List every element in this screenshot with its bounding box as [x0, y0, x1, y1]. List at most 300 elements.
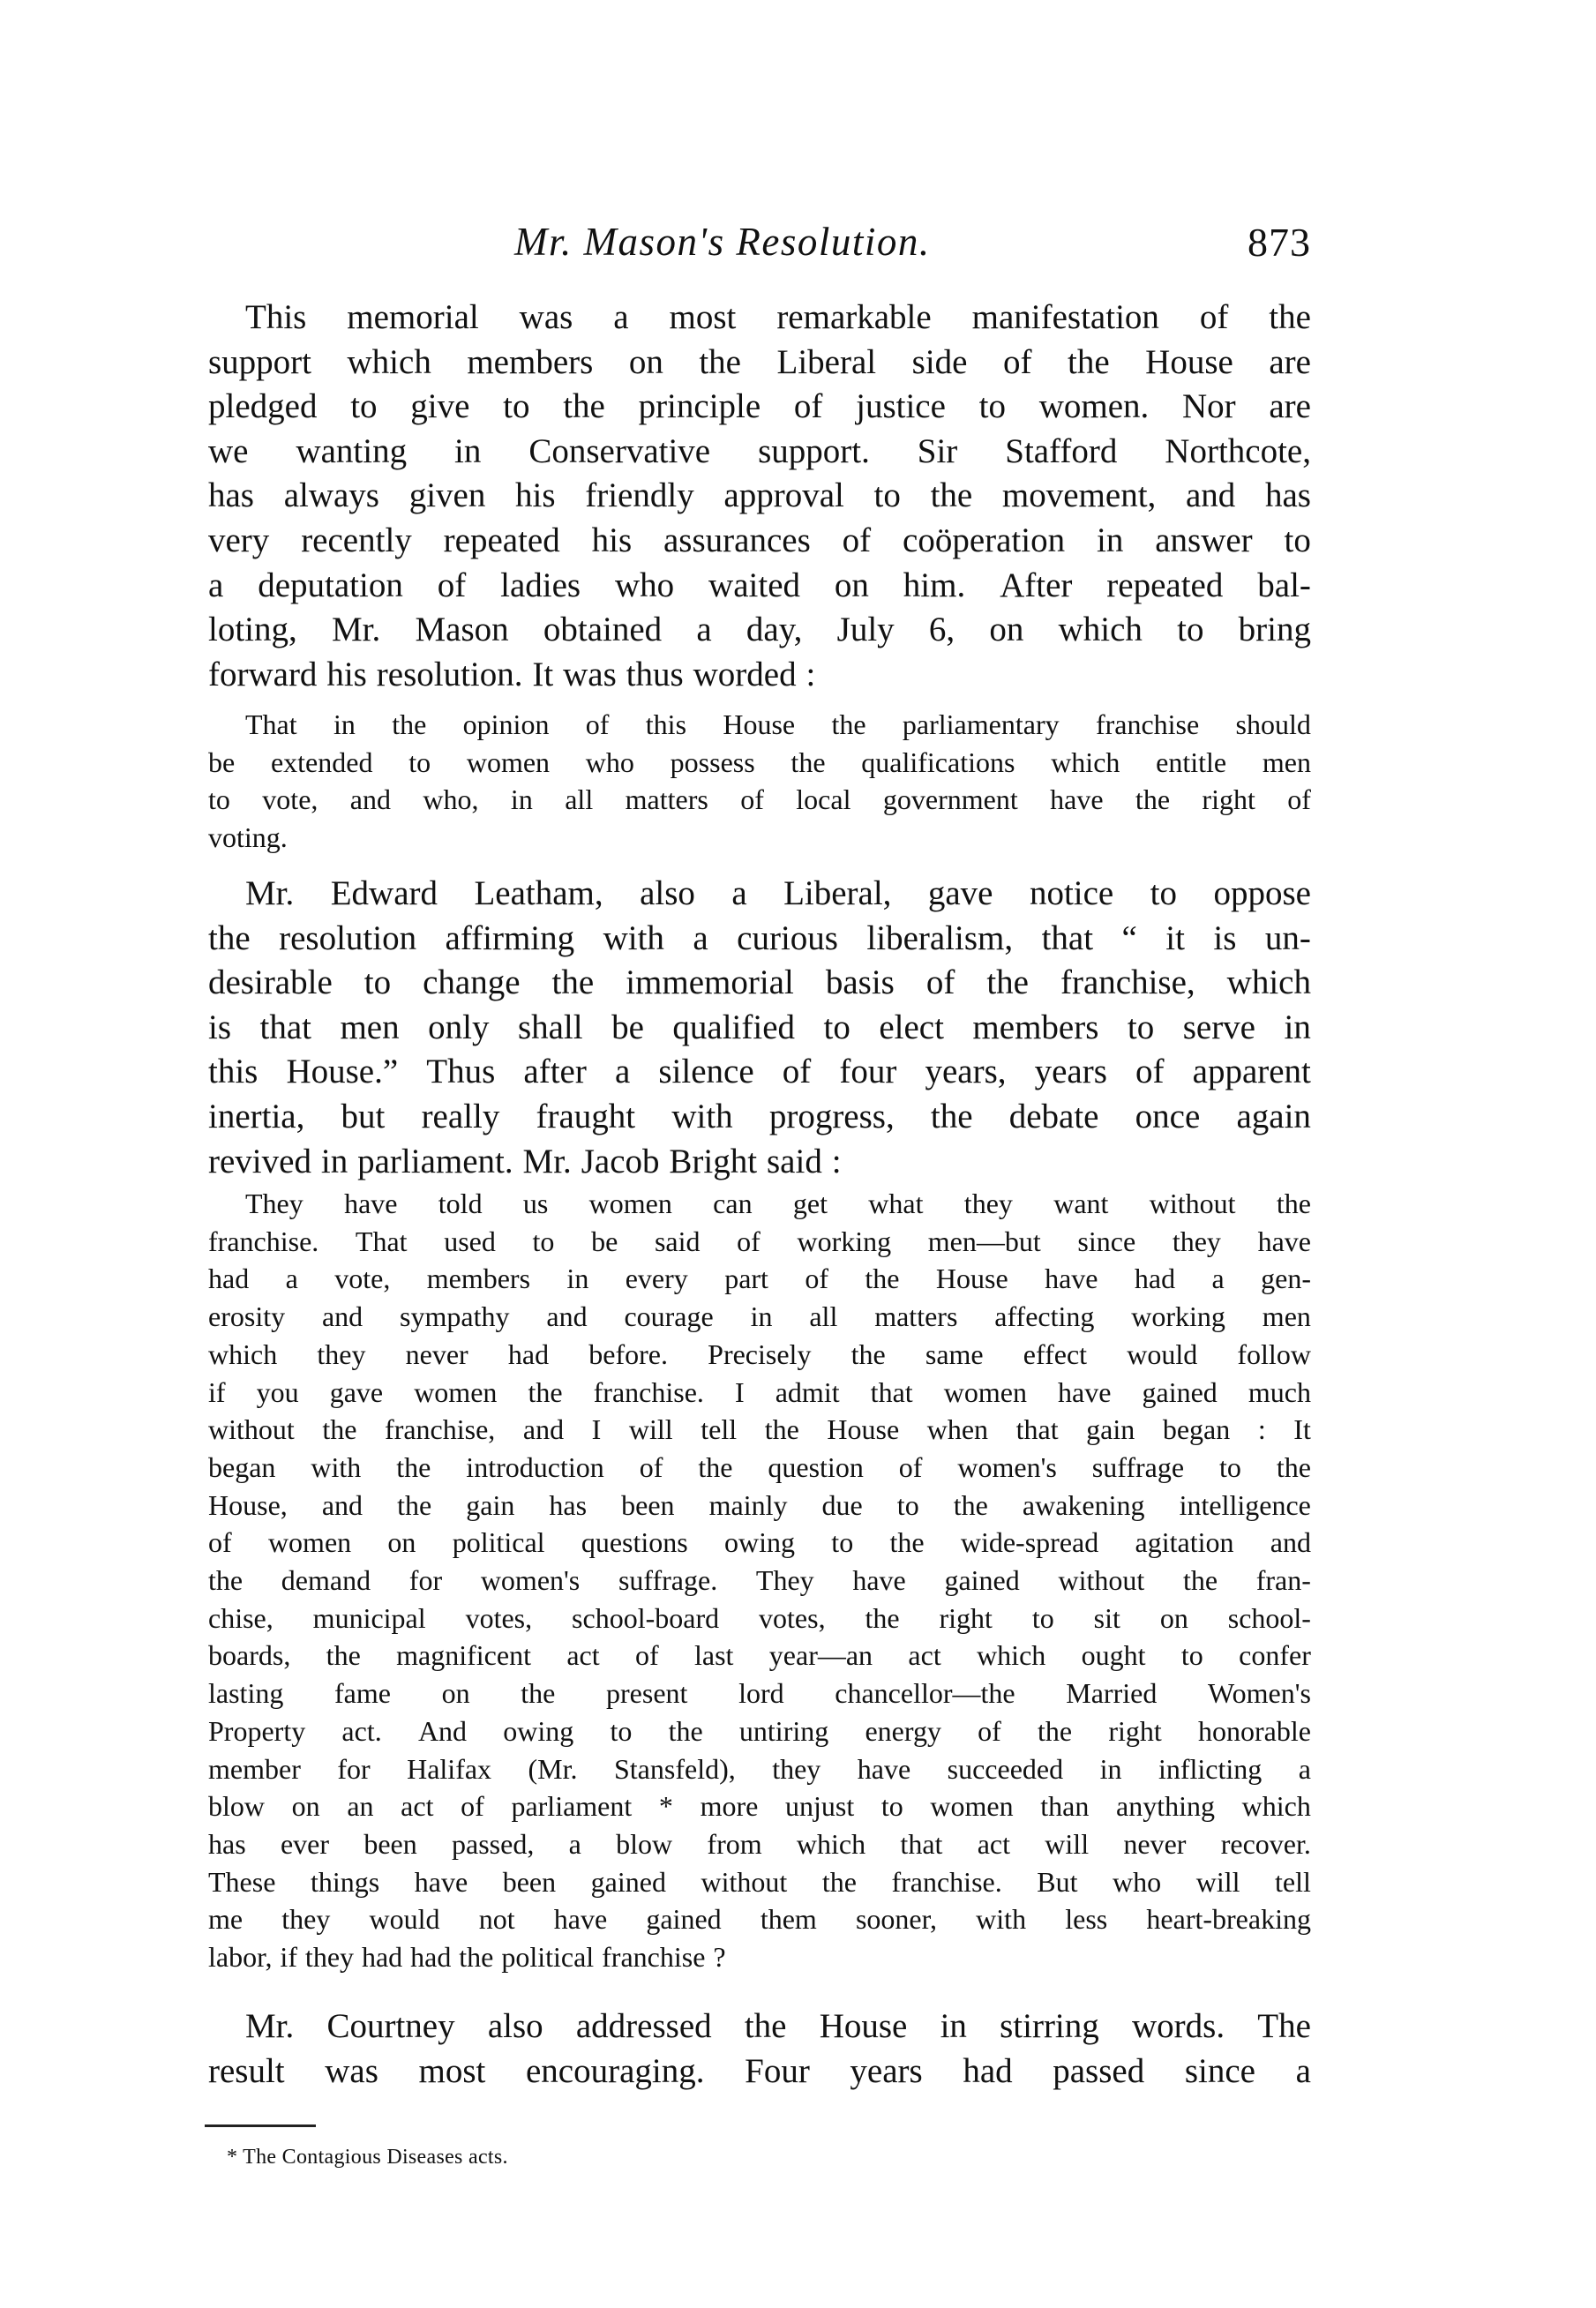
- paragraph-leatham: [208, 872, 1311, 1184]
- word: of: [585, 708, 610, 740]
- text-line: [208, 1095, 1311, 1140]
- word: will: [628, 1413, 673, 1446]
- word: with: [976, 1903, 1027, 1936]
- word: Liberal: [776, 342, 877, 381]
- word: vote,: [334, 1263, 391, 1295]
- word: very: [208, 521, 270, 559]
- text-line: [208, 430, 1311, 475]
- word: the: [986, 963, 1029, 1002]
- word: effect: [1023, 1338, 1088, 1370]
- word: act: [908, 1639, 941, 1672]
- word: said: [767, 1142, 822, 1180]
- word: owing: [724, 1526, 796, 1559]
- word: working: [1131, 1300, 1225, 1333]
- word: of: [793, 387, 823, 426]
- word: sit: [1093, 1601, 1120, 1634]
- blockquote-jacob-bright: [208, 1185, 1311, 1976]
- word: heart-breaking: [1146, 1903, 1311, 1936]
- word: manifestation: [971, 298, 1159, 336]
- word: most: [418, 2051, 486, 2090]
- word: opinion: [462, 708, 550, 740]
- word: and: [349, 783, 391, 816]
- text-line: [208, 2049, 1311, 2094]
- word: a: [1211, 1263, 1225, 1295]
- word: the: [1182, 1564, 1218, 1597]
- word: approval: [723, 476, 844, 515]
- word: members: [426, 1263, 531, 1295]
- word: political: [501, 1941, 595, 1974]
- word: since: [1184, 2051, 1255, 2090]
- word: to: [1150, 874, 1178, 912]
- word: have: [1058, 1375, 1112, 1408]
- text-line: [208, 1825, 1311, 1863]
- word: which: [796, 1827, 866, 1860]
- text-line: [208, 1260, 1311, 1298]
- text-line: [208, 744, 1311, 782]
- word: immemorial: [626, 963, 794, 1002]
- word: municipal: [312, 1601, 426, 1634]
- word: recover.: [1220, 1827, 1311, 1860]
- word: to: [1219, 1450, 1241, 1483]
- word: what: [868, 1188, 924, 1219]
- word: the: [668, 1714, 703, 1747]
- text-line: [208, 474, 1311, 519]
- word: parliament: [511, 1790, 633, 1823]
- word: they: [772, 1752, 821, 1785]
- word: have: [1045, 1263, 1098, 1295]
- word: since: [1077, 1225, 1136, 1257]
- word: have: [553, 1903, 608, 1936]
- word: a: [1295, 2051, 1311, 2090]
- word: they: [1172, 1225, 1221, 1257]
- word: most: [669, 298, 737, 336]
- word: has: [549, 1488, 588, 1521]
- word: boards,: [208, 1639, 291, 1672]
- word: which: [1051, 746, 1120, 778]
- word: the: [528, 1375, 563, 1408]
- word: blow: [208, 1790, 265, 1823]
- word: act: [977, 1827, 1010, 1860]
- word: qualifications: [861, 746, 1015, 778]
- word: right: [1108, 1714, 1162, 1747]
- running-title: Mr. Mason's Resolution.: [514, 220, 931, 264]
- word: only: [428, 1008, 490, 1046]
- word: the: [850, 1338, 886, 1370]
- word: words.: [1131, 2007, 1225, 2045]
- word: shall: [517, 1008, 583, 1046]
- word: been: [502, 1865, 557, 1898]
- word: have: [857, 1752, 911, 1785]
- word: the: [563, 387, 605, 426]
- word: was: [325, 2051, 378, 2090]
- word: remarkable: [776, 298, 932, 336]
- word: local: [796, 783, 851, 816]
- word: on: [628, 342, 663, 381]
- word: introduction: [466, 1450, 604, 1483]
- word: gave: [927, 874, 993, 912]
- word: women: [466, 746, 551, 778]
- word: franchise,: [385, 1413, 496, 1446]
- word: to: [1031, 1601, 1054, 1634]
- word: wide-spread: [960, 1526, 1099, 1559]
- word: of: [208, 1526, 232, 1559]
- word: passed: [1053, 2051, 1145, 2090]
- word: the: [208, 1564, 244, 1597]
- word: began: [1162, 1413, 1231, 1446]
- word: entitle: [1156, 746, 1227, 778]
- word: But: [1037, 1865, 1078, 1898]
- word: will: [1045, 1827, 1090, 1860]
- word: once: [1135, 1097, 1201, 1135]
- word: get: [792, 1188, 828, 1219]
- word: parliament.: [357, 1142, 513, 1180]
- word: ever: [280, 1827, 330, 1860]
- word: a: [568, 1827, 581, 1860]
- word: used: [444, 1225, 496, 1257]
- word: his: [326, 655, 367, 693]
- word: gained: [944, 1564, 1020, 1597]
- word: to: [503, 387, 530, 426]
- word: last: [693, 1639, 734, 1672]
- word: and: [546, 1300, 588, 1333]
- word: of: [805, 1263, 828, 1295]
- text-line: [208, 1938, 1311, 1976]
- text-line: [208, 519, 1311, 564]
- word: the: [1068, 342, 1110, 381]
- word: on: [1159, 1601, 1188, 1634]
- word: be: [611, 1008, 644, 1046]
- word: suffrage: [1091, 1450, 1185, 1483]
- word: Mr.: [245, 2007, 295, 2045]
- word: a: [613, 298, 629, 336]
- word: of: [842, 521, 872, 559]
- word: vote,: [262, 783, 318, 816]
- word: in: [510, 783, 533, 816]
- word: was: [519, 298, 573, 336]
- word: waited: [708, 566, 801, 604]
- word: erosity: [208, 1300, 286, 1333]
- word: to: [978, 387, 1006, 426]
- word: in: [1099, 1752, 1122, 1785]
- word: the: [1276, 1450, 1311, 1483]
- word: gain: [466, 1488, 515, 1521]
- word: women: [267, 1526, 352, 1559]
- word: chancellor—the: [835, 1677, 1015, 1710]
- word: without: [1058, 1564, 1145, 1597]
- word: That: [245, 708, 297, 740]
- word: the: [821, 1865, 857, 1898]
- word: have: [344, 1188, 398, 1219]
- word: ought: [1081, 1639, 1146, 1672]
- word: oppose: [1213, 874, 1311, 912]
- word: women's: [480, 1564, 581, 1597]
- word: demand: [281, 1564, 371, 1597]
- word: of: [1135, 1053, 1165, 1091]
- word: Stafford: [1005, 431, 1118, 470]
- word: a: [696, 611, 712, 649]
- word: years,: [925, 1053, 1007, 1091]
- text-line: [208, 1449, 1311, 1487]
- word: Mr.: [245, 874, 295, 912]
- footnote-rule: [205, 2124, 316, 2127]
- word: of: [639, 1450, 663, 1483]
- word: without: [208, 1413, 295, 1446]
- word: repeated: [443, 521, 560, 559]
- paragraph-courtney: [208, 2005, 1311, 2094]
- word: really: [421, 1097, 500, 1135]
- word: years: [850, 2051, 923, 2090]
- word: right: [1202, 783, 1255, 816]
- word: working: [797, 1225, 892, 1257]
- word: after: [523, 1053, 587, 1091]
- word: Edward: [330, 874, 438, 912]
- word: which: [347, 342, 431, 381]
- word: Leatham,: [474, 874, 603, 912]
- text-line: [208, 961, 1311, 1006]
- word: the: [865, 1601, 900, 1634]
- word: ladies: [500, 566, 581, 604]
- word: Mr.: [522, 1142, 572, 1180]
- word: to: [532, 1225, 555, 1257]
- word: never: [405, 1338, 468, 1370]
- word: extended: [270, 746, 373, 778]
- text-line: [208, 1562, 1311, 1600]
- word: can: [713, 1188, 753, 1219]
- word: obtained: [543, 611, 663, 649]
- word: blow: [616, 1827, 673, 1860]
- word: franchise,: [1060, 963, 1195, 1002]
- word: The: [1257, 2007, 1311, 2045]
- word: not: [478, 1903, 515, 1936]
- word: they: [317, 1338, 366, 1370]
- word: member: [208, 1752, 301, 1785]
- word: affirming: [445, 918, 575, 957]
- word: to: [1180, 1639, 1203, 1672]
- word: follow: [1237, 1338, 1311, 1370]
- word: labor,: [208, 1941, 273, 1974]
- word: They: [755, 1564, 814, 1597]
- word: in: [750, 1300, 773, 1333]
- text-line: [208, 1050, 1311, 1095]
- word: and: [1270, 1526, 1311, 1559]
- word: had: [361, 1941, 403, 1974]
- text-line: [208, 1675, 1311, 1712]
- text-line: [208, 1787, 1311, 1825]
- word: have: [1257, 1225, 1311, 1257]
- word: pledged: [208, 387, 318, 426]
- word: Four: [745, 2051, 810, 2090]
- word: also: [640, 874, 695, 912]
- word: him.: [903, 566, 966, 604]
- word: side: [911, 342, 968, 381]
- word: succeeded: [947, 1752, 1064, 1785]
- word: to: [208, 783, 230, 816]
- word: House: [819, 2007, 908, 2045]
- word: confer: [1239, 1639, 1311, 1672]
- word: that: [900, 1827, 943, 1860]
- word: Thus: [426, 1053, 496, 1091]
- word: Mr.: [331, 611, 381, 649]
- word: this: [208, 1053, 259, 1091]
- word: women: [930, 1790, 1014, 1823]
- word: After: [1000, 566, 1073, 604]
- word: House,: [208, 1488, 288, 1521]
- word: apparent: [1192, 1053, 1311, 1091]
- word: which: [208, 1338, 278, 1370]
- word: we: [208, 431, 249, 470]
- word: (Mr.: [528, 1752, 578, 1785]
- word: was: [563, 655, 617, 693]
- word: gen-: [1261, 1263, 1311, 1295]
- word: Nor: [1182, 387, 1236, 426]
- word: than: [1040, 1790, 1090, 1823]
- word: who: [1113, 1865, 1162, 1898]
- word: the: [865, 1263, 900, 1295]
- word: question: [768, 1450, 864, 1483]
- word: the: [831, 708, 866, 740]
- text-line: [208, 1863, 1311, 1901]
- word: to: [610, 1714, 633, 1747]
- word: memorial: [347, 298, 479, 336]
- text-line: [208, 1750, 1311, 1788]
- word: This: [245, 298, 307, 336]
- word: on: [989, 611, 1024, 649]
- word: due: [821, 1488, 863, 1521]
- word: the: [521, 1677, 556, 1710]
- word: want: [1053, 1188, 1109, 1219]
- word: result: [208, 2051, 285, 2090]
- word: July: [836, 611, 895, 649]
- word: give: [410, 387, 470, 426]
- word: agitation: [1135, 1526, 1234, 1559]
- word: the: [889, 1526, 925, 1559]
- word: of: [1287, 783, 1311, 816]
- word: bal-: [1257, 566, 1311, 604]
- word: four: [839, 1053, 897, 1091]
- word: his: [591, 521, 633, 559]
- word: fran-: [1255, 1564, 1311, 1597]
- word: :: [1257, 1413, 1266, 1446]
- word: men—but: [927, 1225, 1041, 1257]
- word: in: [1284, 1008, 1311, 1046]
- word: possess: [670, 746, 755, 778]
- word: to: [873, 476, 901, 515]
- blockquote-resolution: [208, 706, 1311, 857]
- word: “: [1121, 918, 1137, 957]
- word: a: [208, 566, 224, 604]
- word: has: [208, 1827, 246, 1860]
- word: if: [280, 1941, 297, 1974]
- word: franchise.: [208, 1225, 319, 1257]
- word: told: [438, 1188, 483, 1219]
- word: the: [459, 1941, 494, 1974]
- word: the: [698, 1450, 733, 1483]
- word: to: [350, 387, 378, 426]
- word: of: [634, 1639, 659, 1672]
- word: to: [408, 746, 431, 778]
- word: again: [1236, 1097, 1311, 1135]
- word: of: [740, 783, 764, 816]
- word: us: [522, 1188, 549, 1219]
- word: desirable: [208, 963, 333, 1002]
- word: they: [963, 1188, 1013, 1219]
- word: been: [363, 1827, 417, 1860]
- word: House: [1145, 342, 1233, 381]
- text-line: [208, 1712, 1311, 1750]
- word: part: [724, 1263, 768, 1295]
- page-number: 873: [1248, 220, 1311, 265]
- word: a: [614, 1053, 631, 1091]
- text-line: [208, 1600, 1311, 1637]
- word: the: [930, 1097, 973, 1135]
- word: in: [1096, 521, 1124, 559]
- word: present: [606, 1677, 688, 1710]
- word: but: [341, 1097, 386, 1135]
- text-line: [208, 2005, 1311, 2049]
- word: will: [1195, 1865, 1240, 1898]
- text-line: [208, 564, 1311, 609]
- word: act: [401, 1790, 434, 1823]
- word: worded: [693, 655, 797, 693]
- word: which: [1226, 963, 1311, 1002]
- word: who: [585, 746, 634, 778]
- word: assurances: [663, 521, 811, 559]
- word: of: [925, 963, 955, 1002]
- word: votes,: [759, 1601, 826, 1634]
- word: government: [882, 783, 1018, 816]
- word: the: [1038, 1714, 1073, 1747]
- word: :: [831, 1142, 842, 1180]
- word: energy: [865, 1714, 941, 1747]
- word: is: [1213, 918, 1237, 957]
- text-line: [208, 1185, 1311, 1223]
- word: change: [423, 963, 521, 1002]
- word: the: [396, 1450, 431, 1483]
- paragraph-memorial: [208, 296, 1311, 697]
- word: fraught: [536, 1097, 636, 1135]
- word: courage: [624, 1300, 714, 1333]
- word: that: [1015, 1413, 1059, 1446]
- word: given: [408, 476, 486, 515]
- word: franchise.: [891, 1865, 1002, 1898]
- word: wanting: [296, 431, 408, 470]
- word: more: [700, 1790, 759, 1823]
- word: chise,: [208, 1601, 273, 1634]
- word: Property: [208, 1714, 306, 1747]
- text-line: [208, 1637, 1311, 1675]
- word: are: [1269, 387, 1311, 426]
- word: they: [281, 1903, 331, 1936]
- word: gained: [590, 1865, 666, 1898]
- word: things: [310, 1865, 380, 1898]
- word: without: [1149, 1188, 1236, 1219]
- text-line: [208, 1298, 1311, 1336]
- word: mainly: [708, 1488, 788, 1521]
- word: began: [208, 1450, 276, 1483]
- word: right: [939, 1601, 993, 1634]
- text-line: [208, 706, 1311, 744]
- word: recently: [301, 521, 412, 559]
- word: the: [392, 708, 427, 740]
- text-line: [208, 296, 1311, 341]
- word: votes,: [465, 1601, 533, 1634]
- word: have: [852, 1564, 906, 1597]
- word: to: [363, 963, 392, 1002]
- word: notice: [1029, 874, 1114, 912]
- word: had: [507, 1338, 550, 1370]
- word: of: [737, 1225, 761, 1257]
- word: has: [208, 476, 254, 515]
